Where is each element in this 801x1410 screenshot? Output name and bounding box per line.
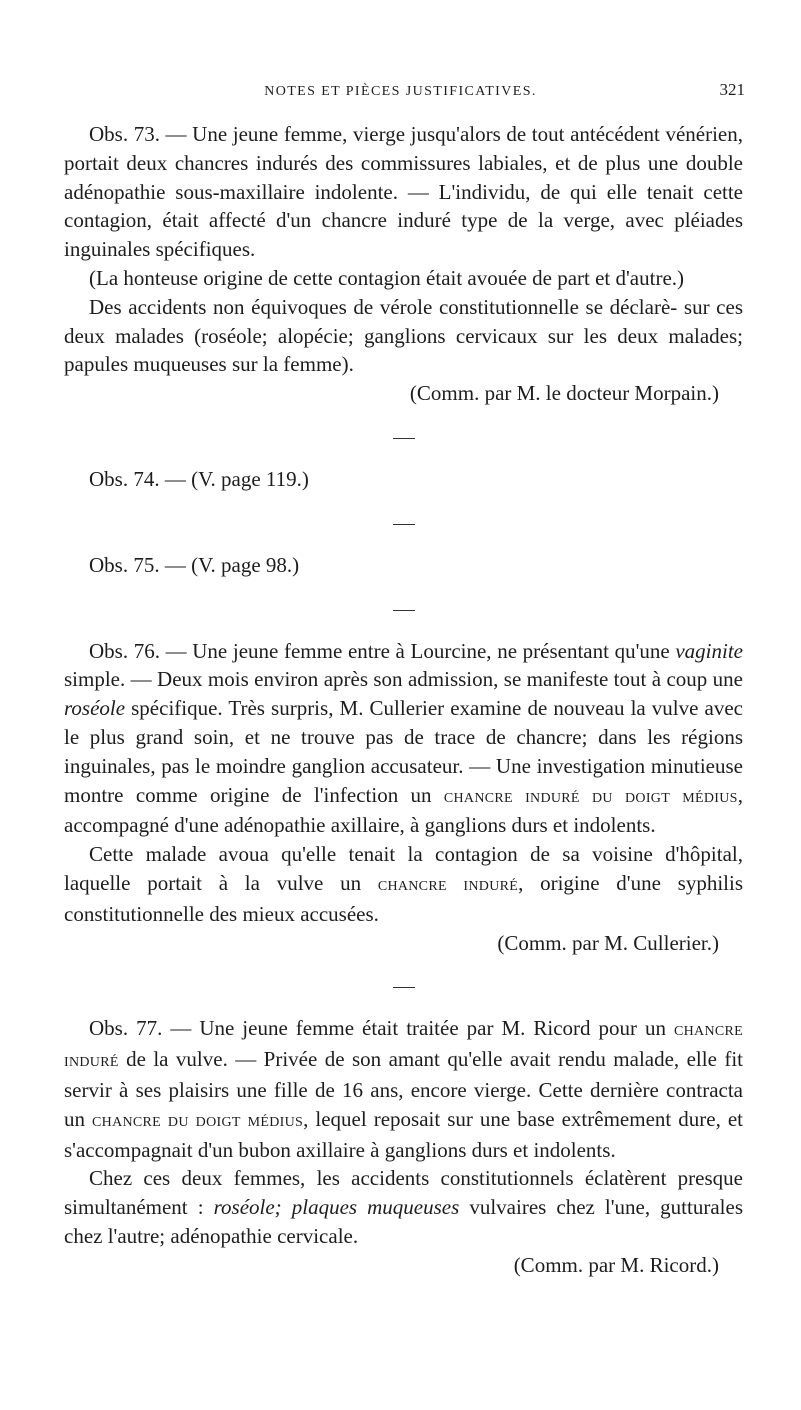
running-head: NOTES ET PIÈCES JUSTIFICATIVES. [264,84,537,99]
section-divider [393,987,415,988]
section-divider [393,524,415,525]
obs76-paragraph-1 [64,637,743,841]
page-number: 321 [719,80,745,99]
observation-75: Obs. 75. — (V. page 98.) [89,552,300,577]
small-caps-term: chancre induré du doigt médius [443,785,738,807]
small-caps-term: chancre du doigt médius [92,1109,304,1131]
small-caps-term: chancre induré [64,1019,743,1072]
page-content [64,120,743,1280]
obs77-communication: (Comm. par M. Ricord.) [513,1252,719,1277]
text-run: Cette malade avoua qu'elle tenait la contagion de sa voisine d'hôpital, laquelle portait à la vulve un [64,842,743,895]
obs73-paragraph-3: Des accidents non équivoques de vérole constitutionnelle se déclarè- sur ces deux malades (roséole; alopécie; ganglions cervicaux sur les deux malades; papules muqueuses sur la femme). [64,294,743,377]
small-caps-term: chancre induré [377,873,519,895]
obs76-paragraph-2 [64,840,743,928]
text-run: Obs. 76. — Une jeune femme entre à Lourcine, ne présentant qu'une [89,638,676,663]
text-run: spécifique. Très surpris, M. Cullerier examine de nouveau la vulve avec le plus grand soin, et ne trouve pas de trace de chancre; dans les régions inguinales, pas le moindre ganglion accusateur. — Une investigation minutieuse montre comme origine de l'infection un [64,696,743,807]
text-run: , origine d'une syphilis constitutionnelle des mieux accusées. [64,870,743,926]
text-run: simple. — Deux mois environ après son admission, se manifeste tout à coup une [64,667,743,692]
obs76-communication: (Comm. par M. Cullerier.) [497,930,719,955]
italic-term: roséole [64,696,126,721]
section-divider [393,438,415,439]
text-run: de la vulve. — Privée de son amant qu'elle avait rendu malade, elle fit servir à ses plaisirs une fille de 16 ans, encore vierge. Cette dernière contracta un [64,1047,743,1131]
text-run: , accompagné d'une adénopathie axillaire, à ganglions durs et indolents. [64,782,743,838]
observation-76 [64,637,743,958]
obs73-paragraph-2: (La honteuse origine de cette contagion était avouée de part et d'autre.) [89,265,685,290]
text-run: Obs. 77. — Une jeune femme était traitée par M. Ricord pour un [89,1016,674,1041]
obs77-paragraph-1 [64,1014,743,1164]
section-divider [393,610,415,611]
obs73-paragraph-1: Obs. 73. — Une jeune femme, vierge jusqu'alors de tout antécédent vénérien, portait deux chancres indurés des commissures labiales, et de plus une double adénopathie sous-maxillaire indolente. — L'individu, de qui elle tenait cette contagion, était affecté d'un chancre induré type de la verge, avec pléiades inguinales spécifiques. [64,122,743,262]
text-run: Chez ces deux femmes, les accidents constitutionnels éclatèrent presque simultanément : [64,1166,743,1220]
observation-74: Obs. 74. — (V. page 119.) [89,466,309,491]
observation-73 [64,120,743,408]
text-run: , lequel reposait sur une base extrêmement dure, et s'accompagnait d'un bubon axillaire à ganglions durs et indolents. [64,1106,744,1162]
observation-77 [64,1014,743,1279]
italic-term: roséole; plaques muqueuses [213,1195,460,1220]
obs73-communication: (Comm. par M. le docteur Morpain.) [409,381,719,406]
italic-term: vaginite [675,638,743,663]
text-run: vulvaires chez l'une, gutturales chez l'autre; adénopathie cervicale. [64,1195,743,1248]
obs77-paragraph-2 [64,1164,743,1250]
